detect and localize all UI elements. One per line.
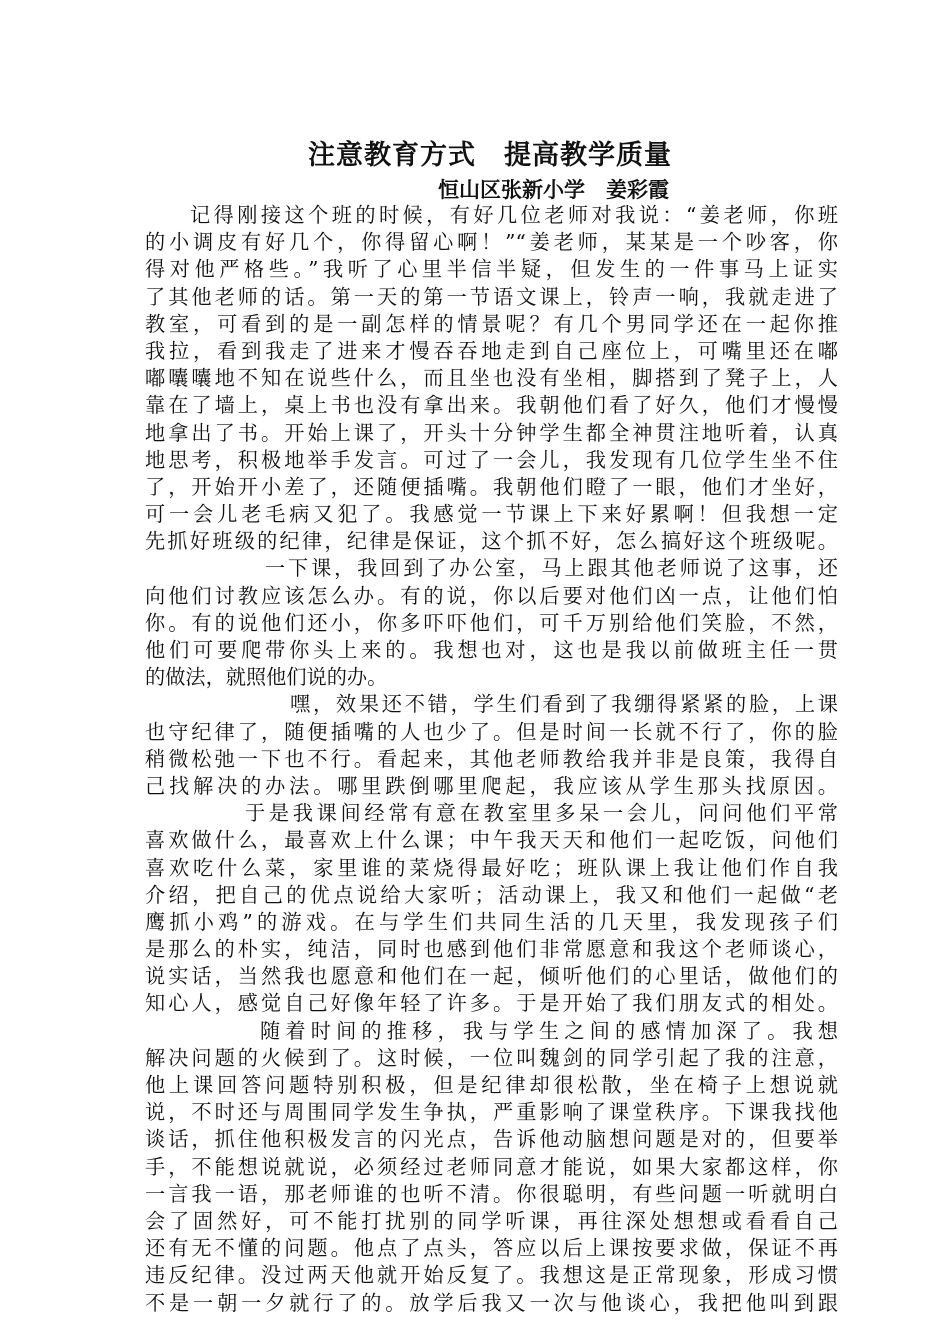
text-line: 也守纪律了，随便插嘴的人也少了。但是时间一长就不行了，你的脸 xyxy=(145,719,838,744)
text-line: 嘿，效果还不错，学生们看到了我绷得紧紧的脸，上课 xyxy=(290,692,838,717)
text-line: 说实话，当然我也愿意和他们在一起，倾听他们的心里话，做他们的 xyxy=(145,964,838,989)
text-line: 教室，可看到的是一副怎样的情景呢？有几个男同学还在一起你推 xyxy=(145,311,838,336)
text-line: 可一会儿老毛病又犯了。我感觉一节课上下来好累啊！但我想一定 xyxy=(145,502,838,527)
text-line: 他上课回答问题特别积极，但是纪律却很松散，坐在椅子上想说就 xyxy=(145,1073,838,1097)
text-line: 你。有的说他们还小，你多吓吓他们，可千万别给他们笑脸，不然， xyxy=(145,610,838,635)
text-line: 知心人，感觉自己好像年轻了许多。于是开始了我们朋友式的相处。 xyxy=(145,991,838,1016)
text-line: 会了固然好，可不能打扰别的同学听课，再往深处想想或看看自己 xyxy=(145,1208,838,1233)
text-line: 不是一朝一夕就行了的。放学后我又一次与他谈心，我把他叫到跟 xyxy=(145,1290,838,1315)
author-byline: 恒山区张新小学 姜彩霞 xyxy=(438,177,669,202)
text-line: 说，不时还与周围同学发生争执，严重影响了课堂秩序。下课我找他 xyxy=(145,1100,838,1125)
text-line: 己找解决的办法。哪里跌倒哪里爬起，我应该从学生那头找原因。 xyxy=(145,773,838,798)
text-line: 是那么的朴实，纯洁，同时也感到他们非常愿意和我这个老师谈心， xyxy=(145,937,838,962)
text-line: 一言我一语，那老师谁的也听不清。你很聪明，有些问题一听就明白 xyxy=(145,1181,838,1206)
text-line: 违反纪律。没过两天他就开始反复了。我想这是正常现象，形成习惯 xyxy=(145,1263,838,1288)
text-line: 得对他严格些。”我听了心里半信半疑，但发生的一件事马上证实 xyxy=(145,257,838,282)
text-line: 的做法，就照他们说的办。 xyxy=(145,665,388,690)
document-body xyxy=(145,202,838,1317)
text-line: 手，不能想说就说，必须经过老师同意才能说，如果大家都这样，你 xyxy=(145,1154,838,1179)
text-line: 靠在了墙上，桌上书也没有拿出来。我朝他们看了好久，他们才慢慢 xyxy=(145,393,838,418)
text-line: 稍微松弛一下也不行。看起来，其他老师教给我并非是良策，我得自 xyxy=(145,746,838,771)
text-line: 介绍，把自己的优点说给大家听；活动课上，我又和他们一起做“老 xyxy=(145,882,838,907)
text-line: 解决问题的火候到了。这时候，一位叫魏剑的同学引起了我的注意， xyxy=(145,1045,838,1070)
text-line: 喜欢做什么，最喜欢上什么课；中午我天天和他们一起吃饭，问他们 xyxy=(145,828,838,853)
text-line: 嘟囔囔地不知在说些什么，而且坐也没有坐相，脚搭到了凳子上，人 xyxy=(145,366,838,391)
text-line: 了，开始开小差了，还随便插嘴。我朝他们瞪了一眼，他们才坐好， xyxy=(145,474,838,499)
text-line: 的小调皮有好几个，你得留心啊！”“姜老师，某某是一个吵客，你 xyxy=(145,230,838,255)
document-title: 注意教育方式 提高教学质量 xyxy=(308,140,672,171)
text-line: 随着时间的推移，我与学生之间的感情加深了。我想 xyxy=(260,1018,838,1043)
text-line: 我拉，看到我走了进来才慢吞吞地走到自己座位上，可嘴里还在嘟 xyxy=(145,338,838,363)
text-line: 鹰抓小鸡”的游戏。在与学生们共同生活的几天里，我发现孩子们 xyxy=(145,909,838,934)
text-line: 地思考，积极地举手发言。可过了一会儿，我发现有几位学生坐不住 xyxy=(145,447,838,472)
text-line: 一下课，我回到了办公室，马上跟其他老师说了这事，还 xyxy=(265,556,838,581)
text-line: 了其他老师的话。第一天的第一节语文课上，铃声一响，我就走进了 xyxy=(145,284,838,309)
text-line: 地拿出了书。开始上课了，开头十分钟学生都全神贯注地听着，认真 xyxy=(145,420,838,445)
text-line: 记得刚接这个班的时候，有好几位老师对我说：“姜老师，你班 xyxy=(190,203,838,227)
text-line: 谈话，抓住他积极发言的闪光点，告诉他动脑想问题是对的，但要举 xyxy=(145,1127,838,1152)
text-line: 于是我课间经常有意在教室里多呆一会儿，问问他们平常 xyxy=(245,801,838,826)
text-line: 还有无不懂的问题。他点了点头，答应以后上课按要求做，保证不再 xyxy=(145,1236,838,1261)
text-line: 先抓好班级的纪律，纪律是保证，这个抓不好，怎么搞好这个班级呢。 xyxy=(145,529,838,554)
text-line: 向他们讨教应该怎么办。有的说，你以后要对他们凶一点，让他们怕 xyxy=(145,583,838,608)
text-line: 他们可要爬带你头上来的。我想也对，这也是我以前做班主任一贯 xyxy=(145,638,838,662)
text-line: 喜欢吃什么菜，家里谁的菜烧得最好吃；班队课上我让他们作自我 xyxy=(145,855,838,880)
